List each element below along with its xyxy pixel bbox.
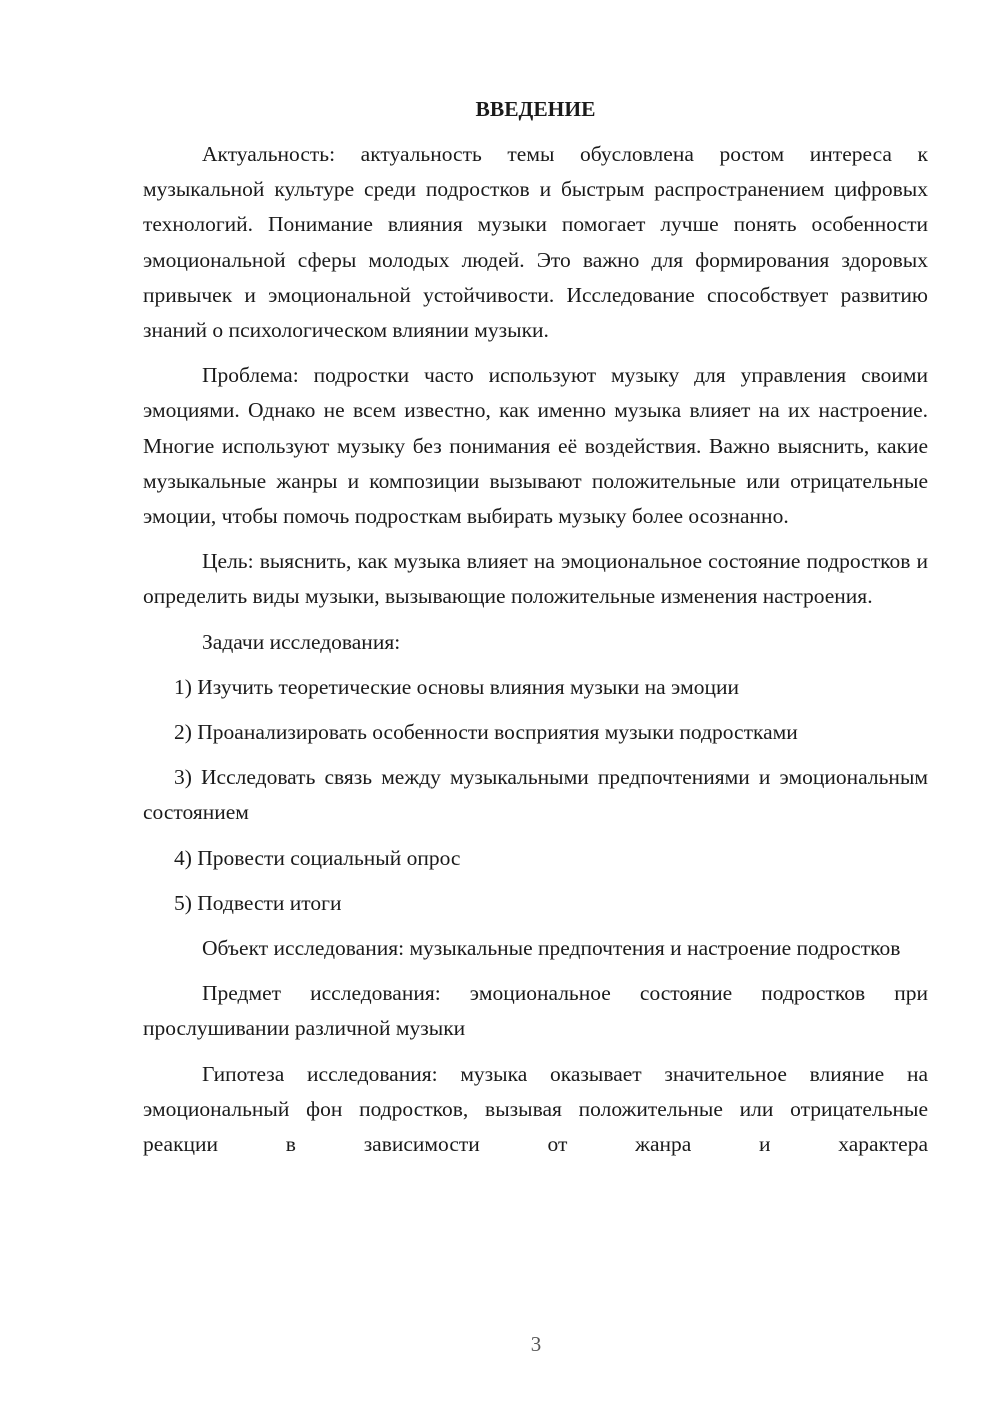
- section-heading: ВВЕДЕНИЕ: [475, 97, 596, 121]
- paragraph-object: Объект исследования: музыкальные предпочтения и настроение подростков: [202, 936, 901, 961]
- paragraph-subject: Предмет исследования: эмоциональное состояние подростков при прослушивании различной музыки: [143, 981, 928, 1041]
- page-number: 3: [530, 1332, 542, 1356]
- paragraph-goal: Цель: выяснить, как музыка влияет на эмоциональное состояние подростков и определить виды музыки, вызывающие положительные изменения настроения.: [143, 549, 928, 609]
- paragraph-hypothesis: Гипотеза исследования: музыка оказывает значительное влияние на эмоциональный фон подростков, вызывая положительные или отрицательные реакции в зависимости от жанра и характера: [143, 1061, 928, 1157]
- paragraph-relevance: Актуальность: актуальность темы обусловлена ростом интереса к музыкальной культуре среди подростков и быстрым распространением цифровых технологий. Понимание влияния музыки помогает лучше понять особенности эмоциональной сферы молодых людей. Это важно для формирования здоровых привычек и эмоциональной устойчивости. Исследование способствует развитию знаний о психологическом влиянии музыки.: [143, 142, 928, 343]
- paragraph-problem: Проблема: подростки часто используют музыку для управления своими эмоциями. Однако не всем известно, как именно музыка влияет на их настроение. Многие используют музыку без понимания её воздействия. Важно выяснить, какие музыкальные жанры и композиции вызывают положительные или отрицательные эмоции, чтобы помочь подросткам выбирать музыку более осознанно.: [143, 363, 928, 529]
- task-item-2: 2) Проанализировать особенности восприятия музыки подростками: [174, 720, 798, 745]
- task-item-3: 3) Исследовать связь между музыкальными предпочтениями и эмоциональным состоянием: [143, 765, 928, 825]
- task-item-5: 5) Подвести итоги: [174, 890, 342, 915]
- task-item-4: 4) Провести социальный опрос: [174, 845, 461, 870]
- tasks-title: Задачи исследования:: [202, 629, 401, 654]
- document-page: [143, 90, 928, 1172]
- task-item-1: 1) Изучить теоретические основы влияния музыки на эмоции: [174, 674, 739, 699]
